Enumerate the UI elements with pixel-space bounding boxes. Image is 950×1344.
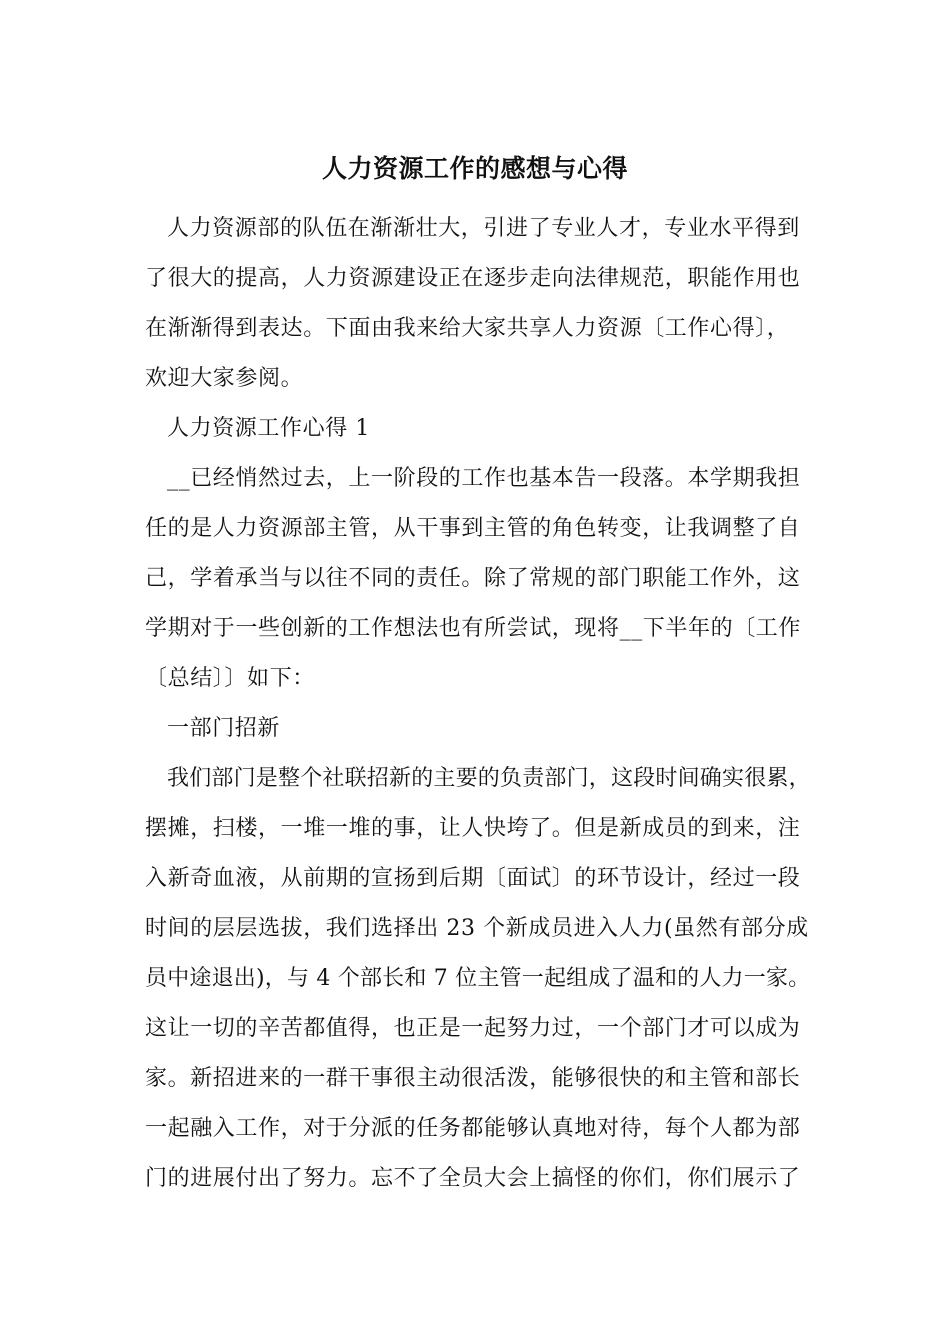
paragraph-line: 了很大的提高，人力资源建设正在逐步走向法律规范，职能作用也 xyxy=(145,266,801,291)
paragraph-line: 任的是人力资源部主管，从干事到主管的角色转变，让我调整了自 xyxy=(145,516,801,541)
paragraph-line: 人力资源部的队伍在渐渐壮大，引进了专业人才，专业水平得到 xyxy=(167,216,800,241)
paragraph-line: 我们部门是整个社联招新的主要的负责部门，这段时间确实很累， xyxy=(167,766,811,791)
section-heading: 人力资源工作心得 1 xyxy=(167,416,370,441)
paragraph-line: 〔总结〕〕如下： xyxy=(145,666,315,691)
paragraph-line: 欢迎大家参阅。 xyxy=(145,366,304,391)
section-heading: 一部门招新 xyxy=(167,716,281,741)
paragraph-line: 家。新招进来的一群干事很主动很活泼，能够很快的和主管和部长 xyxy=(145,1066,801,1091)
paragraph-line: __已经悄然过去，上一阶段的工作也基本告一段落。本学期我担 xyxy=(167,466,801,491)
paragraph-line: 这让一切的辛苦都值得，也正是一起努力过，一个部门才可以成为 xyxy=(145,1016,801,1041)
paragraph-line: 己，学着承当与以往不同的责任。除了常规的部门职能工作外，这 xyxy=(145,566,801,591)
document-body xyxy=(145,204,810,1204)
paragraph-line: 一起融入工作，对于分派的任务都能够认真地对待，每个人都为部 xyxy=(145,1116,801,1141)
paragraph-line: 时间的层层选拔，我们选择出 23 个新成员进入人力(虽然有部分成 xyxy=(145,916,809,941)
paragraph-line: 员中途退出)，与 4 个部长和 7 位主管一起组成了温和的人力一家。 xyxy=(145,966,811,991)
document-title: 人力资源工作的感想与心得 xyxy=(321,154,628,183)
paragraph-line: 摆摊，扫楼，一堆一堆的事，让人快垮了。但是新成员的到来，注 xyxy=(145,816,801,841)
paragraph-line: 门的进展付出了努力。忘不了全员大会上搞怪的你们，你们展示了 xyxy=(145,1166,801,1191)
paragraph-line: 在渐渐得到表达。下面由我来给大家共享人力资源〔工作心得〕， xyxy=(145,316,790,341)
paragraph-line: 学期对于一些创新的工作想法也有所尝试，现将__下半年的〔工作 xyxy=(145,616,802,641)
paragraph-line: 入新奇血液，从前期的宣扬到后期〔面试〕的环节设计，经过一段 xyxy=(145,866,801,891)
